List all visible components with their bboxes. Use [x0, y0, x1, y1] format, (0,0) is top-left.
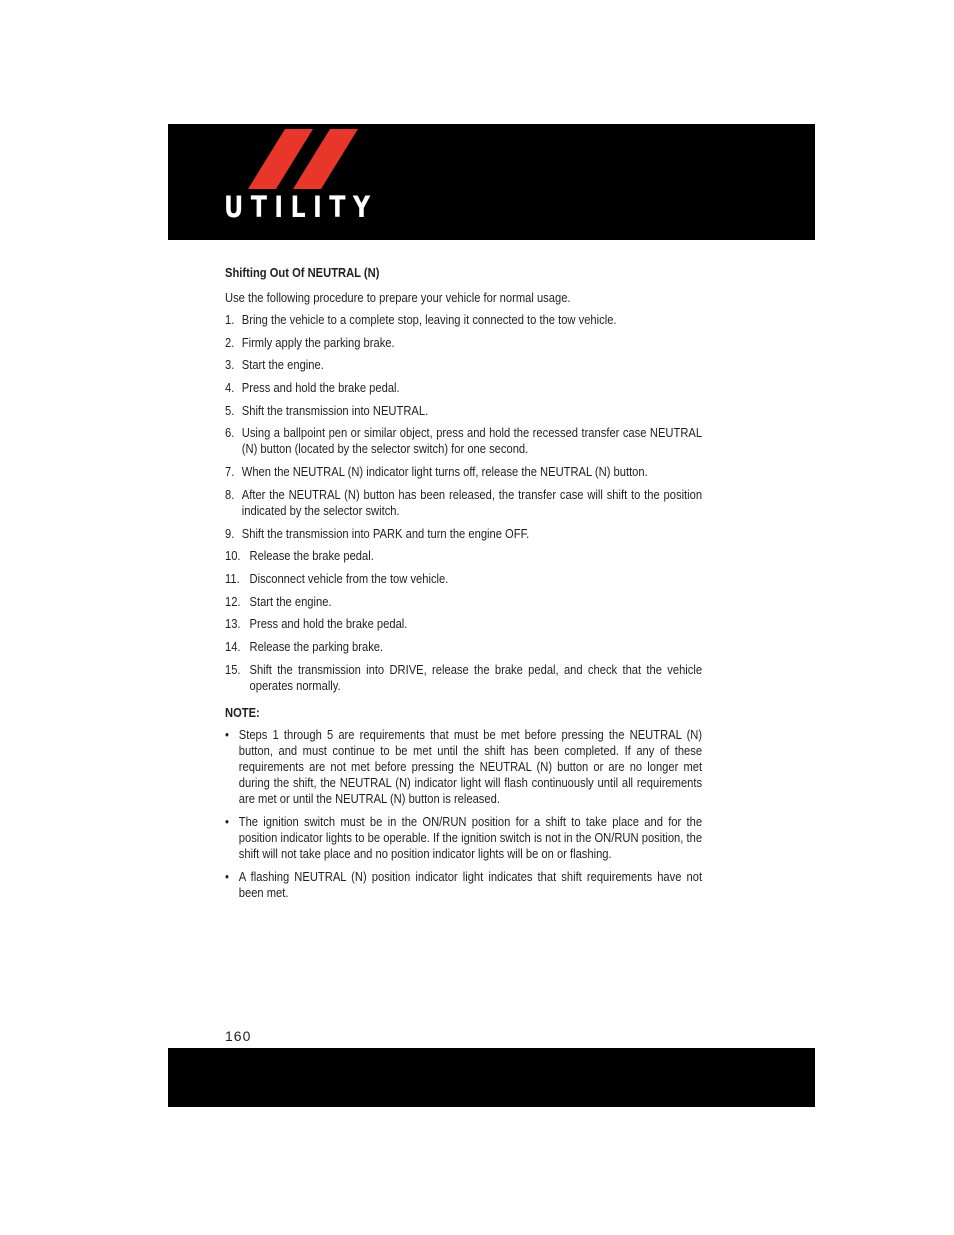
step-text: Shift the transmission into NEUTRAL.	[241, 402, 429, 418]
page-content	[225, 265, 702, 908]
step-number: 2.	[225, 334, 235, 350]
bullet: •	[225, 868, 229, 884]
header-band	[168, 124, 815, 240]
list-item	[225, 380, 702, 396]
step-text: Start the engine.	[241, 357, 324, 373]
step-text: Release the brake pedal.	[249, 548, 374, 564]
step-text: Shift the transmission into DRIVE, release the brake pedal, and check that the vehicle operates normally.	[249, 661, 703, 693]
footer-band	[168, 1048, 815, 1107]
step-text: Press and hold the brake pedal.	[241, 380, 400, 396]
note-text: The ignition switch must be in the ON/RUN position for a shift to take place and for the position indicator lights to be operable. If the ignition switch is not in the ON/RUN position, the shift will not take place and no position indicator lights will be on or flashing.	[238, 813, 703, 861]
list-item	[225, 487, 702, 519]
step-number: 6.	[225, 425, 235, 441]
step-number: 13.	[225, 616, 241, 632]
step-text: Start the engine.	[249, 593, 332, 609]
list-item	[225, 548, 702, 564]
subheading: Shifting Out Of NEUTRAL (N)	[225, 265, 380, 280]
page-number: 160	[225, 1028, 252, 1044]
step-text: Release the parking brake.	[249, 638, 384, 654]
step-number: 1.	[225, 312, 235, 327]
list-item	[225, 662, 702, 694]
list-item	[225, 869, 702, 901]
step-text: Shift the transmission into PARK and turn the engine OFF.	[241, 525, 530, 541]
list-item	[225, 727, 702, 807]
step-number: 4.	[225, 380, 235, 396]
bullet: •	[225, 726, 229, 742]
list-item	[225, 526, 702, 542]
list-item	[225, 425, 702, 457]
step-number: 14.	[225, 638, 241, 654]
step-text: Using a ballpoint pen or similar object, press and hold the recessed transfer case NEUTRAL (N) button (located by the selector switch) for one second.	[241, 425, 703, 457]
step-number: 7.	[225, 464, 235, 480]
list-item	[225, 403, 702, 419]
step-text: Press and hold the brake pedal.	[249, 616, 408, 632]
list-item	[225, 571, 702, 587]
step-text: Disconnect vehicle from the tow vehicle.	[249, 570, 449, 586]
section-title: UTILITY	[224, 190, 378, 224]
step-number: 3.	[225, 357, 235, 373]
list-item	[225, 594, 702, 610]
step-number: 5.	[225, 402, 235, 418]
list-item	[225, 357, 702, 373]
bullet: •	[225, 813, 229, 829]
procedure-steps	[225, 312, 702, 694]
list-item	[225, 639, 702, 655]
step-number: 9.	[225, 525, 235, 541]
list-item	[225, 312, 702, 328]
list-item	[225, 335, 702, 351]
step-number: 11.	[225, 570, 240, 586]
step-number: 12.	[225, 593, 241, 609]
step-text: When the NEUTRAL (N) indicator light turns off, release the NEUTRAL (N) button.	[241, 464, 648, 480]
intro-paragraph: Use the following procedure to prepare your vehicle for normal usage.	[225, 290, 571, 305]
step-number: 10.	[225, 548, 241, 564]
note-text: Steps 1 through 5 are requirements that must be met before pressing the NEUTRAL (N) button, and must continue to be met until the shift has been completed. If any of these requirements are not met before pressing the NEUTRAL (N) button or are no longer met during the shift, the NEUTRAL (N) indicator light will flash continuously until all requirements are met or until the NEUTRAL (N) button is released.	[238, 726, 703, 806]
note-heading: NOTE:	[225, 704, 260, 720]
step-text: Firmly apply the parking brake.	[241, 334, 395, 350]
step-number: 8.	[225, 486, 235, 502]
step-number: 15.	[225, 661, 241, 677]
list-item	[225, 616, 702, 632]
list-item	[225, 464, 702, 480]
note-text: A flashing NEUTRAL (N) position indicator light indicates that shift requirements have not been met.	[238, 868, 703, 900]
step-text: After the NEUTRAL (N) button has been released, the transfer case will shift to the position indicated by the selector switch.	[241, 486, 703, 518]
step-text: Bring the vehicle to a complete stop, leaving it connected to the tow vehicle.	[241, 312, 617, 327]
note-list	[225, 727, 702, 901]
racing-stripes-logo	[248, 129, 358, 189]
list-item	[225, 814, 702, 862]
